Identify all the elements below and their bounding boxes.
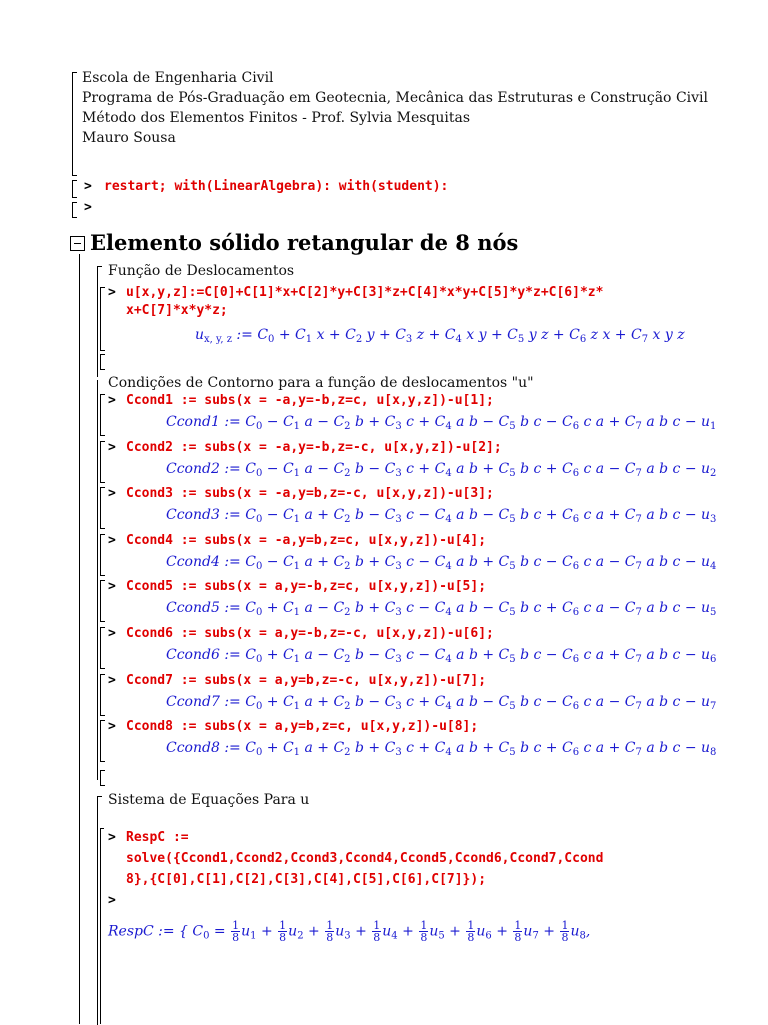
input-funcao-line2[interactable]: x+C[7]*x*y*z; [126, 303, 228, 318]
output-ccond2: Ccond2 := $C_0 - C_1$ $a - C_2$ $b - C_3$ $c + C_4$ a $b + C_5$ b $c + C_6$ c $a - C_7$ a b $c - u_2$ [166, 461, 717, 479]
output-ccond7: Ccond7 := $C_0 + C_1$ $a + C_2$ $b - C_3$ $c + C_4$ a $b - C_5$ b $c - C_6$ c $a - C_7$ a b $c - u_7$ [166, 694, 717, 712]
fraction: $\frac{1}{8}$ [373, 919, 381, 944]
fraction: $\frac{1}{8}$ [420, 919, 428, 944]
header-text-bracket [72, 72, 77, 176]
output-ccond8: Ccond8 := $C_0 + C_1$ $a + C_2$ $b + C_3$ $c + C_4$ a $b + C_5$ b $c + C_6$ c $a + C_7$ a b $c - u_8$ [166, 740, 717, 758]
exec-group-restart-bracket [72, 180, 77, 198]
output-respc: RespC := { $C_0$ = $\frac{1}{8}$ $u_1$ + $\frac{1}{8}$ $u_2$ + $\frac{1}{8}$ $u_3$ + $\frac{1}{8}$ $u_4$ + $\frac{1}{8}$ $u_5$ + $\frac{1}{8}$ $u_6$ + $\frac{1}{8}$ $u_7$ + $\frac{1}{8}$ $u_8$, [108, 919, 591, 944]
ccond-exec-bracket [100, 674, 105, 716]
input-respc-line1[interactable]: RespC := [126, 830, 189, 845]
input-ccond8[interactable]: Ccond8 := subs(x = a,y=b,z=c, u[x,y,z])-u[8]; [126, 719, 479, 734]
condicoes-label: Condições de Contorno para a função de deslocamentos "u" [108, 375, 534, 391]
input-ccond3[interactable]: Ccond3 := subs(x = -a,y=b,z=-c, u[x,y,z])-u[3]; [126, 486, 494, 501]
fraction: $\frac{1}{8}$ [561, 919, 569, 944]
input-respc-line2[interactable]: solve({Ccond1,Ccond2,Ccond3,Ccond4,Ccond5,Ccond6,Ccond7,Ccond [126, 851, 604, 866]
input-prompt: > [108, 486, 116, 501]
output-ccond3: Ccond3 := $C_0 - C_1$ $a + C_2$ $b - C_3$ $c - C_4$ a $b - C_5$ b $c + C_6$ c $a + C_7$ a b $c - u_3$ [166, 507, 717, 525]
input-prompt: > [108, 533, 116, 548]
ccond-exec-bracket [100, 627, 105, 669]
input-ccond2[interactable]: Ccond2 := subs(x = -a,y=-b,z=-c, u[x,y,z])-u[2]; [126, 440, 502, 455]
input-prompt: > [84, 179, 92, 194]
fraction: $\frac{1}{8}$ [279, 919, 287, 944]
funcao-exec-bracket [100, 287, 105, 351]
sistema-bracket-line [97, 796, 98, 1024]
section-bracket-line [79, 254, 80, 1024]
section-collapse-toggle[interactable] [70, 236, 85, 251]
input-ccond4[interactable]: Ccond4 := subs(x = -a,y=b,z=c, u[x,y,z])-u[4]; [126, 533, 487, 548]
sistema-exec-bracket-top [100, 828, 104, 829]
input-prompt: > [108, 579, 116, 594]
fraction: $\frac{1}{8}$ [326, 919, 334, 944]
ccond-exec-bracket [100, 534, 105, 576]
input-prompt: > [108, 285, 116, 300]
input-ccond7[interactable]: Ccond7 := subs(x = a,y=b,z=-c, u[x,y,z])-u[7]; [126, 673, 487, 688]
input-respc-line3[interactable]: 8},{C[0],C[1],C[2],C[3],C[4],C[5],C[6],C[7]}); [126, 872, 487, 887]
output-ccond5: Ccond5 := $C_0 + C_1$ $a - C_2$ $b + C_3$ $c - C_4$ a $b - C_5$ b $c + C_6$ c $a - C_7$ a b $c - u_5$ [166, 600, 717, 618]
header-line-school: Escola de Engenharia Civil [82, 70, 274, 86]
input-prompt: > [108, 626, 116, 641]
funcao-label: Função de Deslocamentos [108, 263, 295, 279]
input-prompt: > [108, 673, 116, 688]
input-prompt: > [108, 393, 116, 408]
exec-group-empty-bracket [72, 202, 77, 218]
input-ccond1[interactable]: Ccond1 := subs(x = -a,y=-b,z=c, u[x,y,z])-u[1]; [126, 393, 494, 408]
header-line-course: Método dos Elementos Finitos - Prof. Sylvia Mesquitas [82, 110, 471, 126]
ccond-exec-bracket [100, 580, 105, 622]
input-ccond6[interactable]: Ccond6 := subs(x = a,y=-b,z=-c, u[x,y,z])-u[6]; [126, 626, 494, 641]
ccond-exec-bracket [100, 441, 105, 483]
output-ccond6: Ccond6 := $C_0 + C_1$ $a - C_2$ $b - C_3$ $c - C_4$ a $b + C_5$ b $c - C_6$ c $a + C_7$ a b $c - u_6$ [166, 647, 717, 665]
input-prompt: > [108, 719, 116, 734]
section-title: Elemento sólido retangular de 8 nós [90, 230, 519, 255]
ccond-exec-bracket [100, 394, 105, 436]
funcao-bracket-line [97, 266, 98, 370]
output-funcao: $u_{x, y, z}$ := $C_0 + C_1$ $x + C_2$ $y + C_3$ $z + C_4$ x $y + C_5$ y $z + C_6$ z $x + C_7$ x y z [195, 327, 685, 345]
header-line-program: Programa de Pós-Graduação em Geotecnia, Mecânica das Estruturas e Construção Civil [82, 90, 708, 106]
output-ccond4: Ccond4 := $C_0 - C_1$ $a + C_2$ $b + C_3$ $c - C_4$ a $b + C_5$ b $c - C_6$ c $a - C_7$ a b $c - u_4$ [166, 554, 717, 572]
input-prompt: > [108, 830, 116, 845]
ccond-exec-bracket [100, 487, 105, 529]
empty-exec-bracket [100, 354, 105, 370]
input-ccond5[interactable]: Ccond5 := subs(x = a,y=-b,z=c, u[x,y,z])-u[5]; [126, 579, 487, 594]
fraction: $\frac{1}{8}$ [467, 919, 475, 944]
header-line-author: Mauro Sousa [82, 130, 176, 146]
input-prompt: > [108, 440, 116, 455]
input-funcao-line1[interactable]: u[x,y,z]:=C[0]+C[1]*x+C[2]*y+C[3]*z+C[4]*x*y+C[5]*y*z+C[6]*z* [126, 285, 604, 300]
sistema-exec-bracket-line [100, 828, 101, 1024]
input-restart[interactable]: restart; with(LinearAlgebra): with(student): [104, 179, 449, 194]
fraction: $\frac{1}{8}$ [514, 919, 522, 944]
condicoes-bracket-line [97, 380, 98, 780]
fraction: $\frac{1}{8}$ [232, 919, 240, 944]
sistema-label: Sistema de Equações Para u [108, 792, 310, 808]
output-ccond1: Ccond1 := $C_0 - C_1$ $a - C_2$ $b + C_3$ $c + C_4$ a $b - C_5$ b $c - C_6$ c $a + C_7$ a b $c - u_1$ [166, 414, 717, 432]
input-prompt: > [108, 893, 116, 908]
ccond-exec-bracket [100, 720, 105, 762]
empty-exec-bracket [100, 770, 105, 786]
input-prompt: > [84, 200, 92, 215]
